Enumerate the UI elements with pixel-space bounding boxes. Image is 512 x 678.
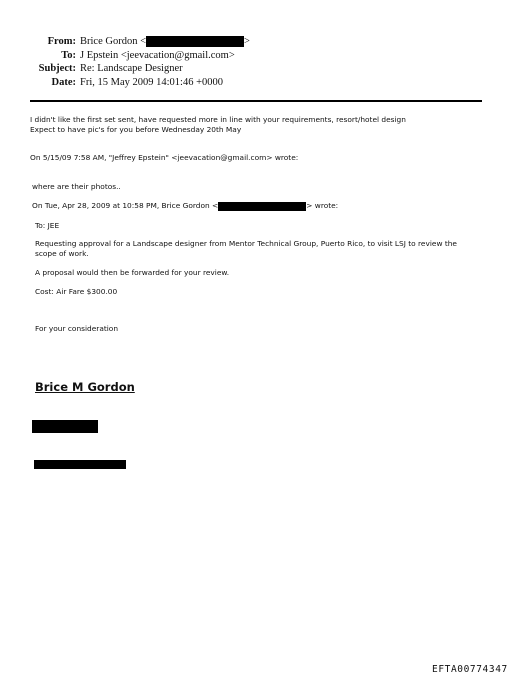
- subject-label: Subject:: [38, 63, 76, 74]
- redaction-block: [34, 460, 126, 469]
- redaction-block: [146, 36, 244, 47]
- redaction-block: [32, 420, 98, 433]
- quote2-header: [32, 201, 338, 211]
- reply-line-2: Expect to have pic's for you before Wednesday 20th May: [30, 125, 242, 134]
- from-label: From:: [47, 36, 76, 47]
- email-header: [0, 35, 300, 89]
- to-line: To: JEE: [35, 221, 60, 230]
- header-from-row: [0, 35, 300, 49]
- quote1-header: On 5/15/09 7:58 AM, "Jeffrey Epstein" <jeevacation@gmail.com> wrote:: [30, 153, 299, 162]
- header-date-row: [0, 76, 300, 90]
- from-value: [80, 35, 250, 49]
- document-id: EFTA00774347: [432, 664, 508, 675]
- proposal-line: A proposal would then be forwarded for your review.: [35, 268, 230, 277]
- consideration-line: For your consideration: [35, 324, 118, 333]
- subject-value: Re: Landscape Designer: [80, 63, 183, 74]
- request-line-1: Requesting approval for a Landscape designer from Mentor Technical Group, Puerto Rico, to visit LSJ to review the: [35, 239, 457, 248]
- quote1-text: where are their photos..: [32, 182, 121, 191]
- from-close-bracket: >: [244, 36, 250, 47]
- header-divider: [30, 100, 482, 102]
- from-name: Brice Gordon <: [80, 36, 146, 47]
- redaction-block: [218, 202, 306, 211]
- signature-name: Brice M Gordon: [35, 380, 135, 394]
- quote2-header-pre: On Tue, Apr 28, 2009 at 10:58 PM, Brice Gordon <: [32, 201, 219, 210]
- reply-line-1: I didn't like the first set sent, have requested more in line with your requirements, resort/hotel design: [30, 115, 406, 124]
- to-label: To:: [61, 49, 76, 61]
- date-label: Date:: [51, 76, 76, 88]
- quote2-header-post: > wrote:: [306, 201, 339, 210]
- request-line-2: scope of work.: [35, 249, 89, 258]
- header-subject-row: [0, 62, 300, 76]
- date-value: Fri, 15 May 2009 14:01:46 +0000: [80, 76, 224, 88]
- header-to-row: [0, 49, 300, 63]
- to-value: J Epstein <jeevacation@gmail.com>: [80, 49, 235, 61]
- cost-line: Cost: Air Fare $300.00: [35, 287, 118, 296]
